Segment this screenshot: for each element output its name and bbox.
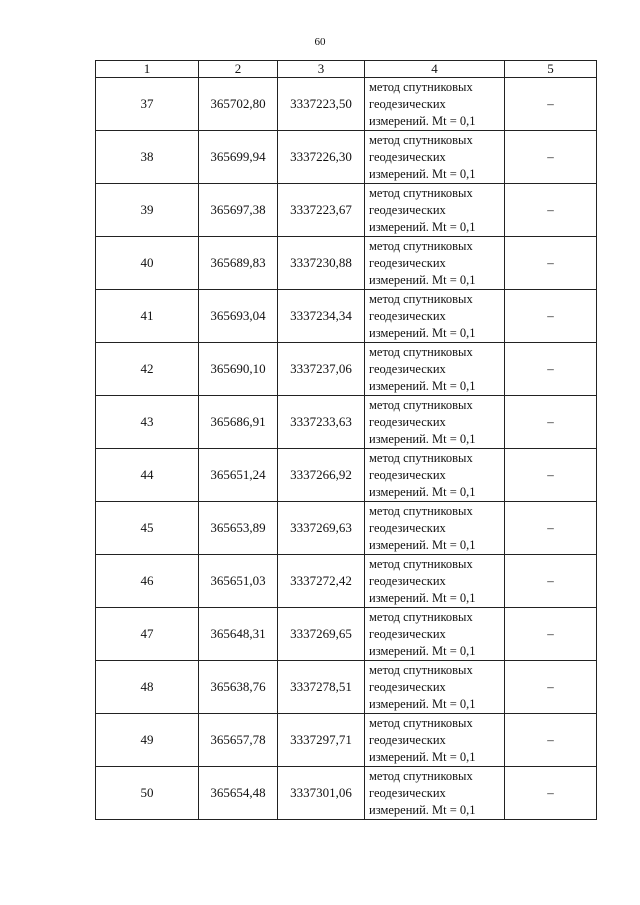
method-cell bbox=[365, 237, 505, 290]
method-text-line: измерений. Mt = 0,1 bbox=[369, 325, 476, 340]
point-number-cell: 48 bbox=[96, 661, 199, 714]
point-number-cell: 37 bbox=[96, 78, 199, 131]
table-body bbox=[96, 78, 597, 820]
y-coordinate-cell: 3337297,71 bbox=[278, 714, 365, 767]
x-coordinate-cell: 365654,48 bbox=[199, 767, 278, 820]
note-cell: – bbox=[505, 343, 597, 396]
method-text-line: геодезических bbox=[369, 308, 446, 323]
method-text-line: измерений. Mt = 0,1 bbox=[369, 113, 476, 128]
x-coordinate-cell: 365657,78 bbox=[199, 714, 278, 767]
point-number-cell: 46 bbox=[96, 555, 199, 608]
method-text-line: геодезических bbox=[369, 96, 446, 111]
table-row bbox=[96, 502, 597, 555]
method-text-line: измерений. Mt = 0,1 bbox=[369, 431, 476, 446]
method-text-line: измерений. Mt = 0,1 bbox=[369, 537, 476, 552]
x-coordinate-cell: 365651,24 bbox=[199, 449, 278, 502]
method-text-line: метод спутниковых bbox=[369, 662, 473, 677]
point-number-cell: 43 bbox=[96, 396, 199, 449]
method-text-line: метод спутниковых bbox=[369, 768, 473, 783]
method-text-line: геодезических bbox=[369, 679, 446, 694]
y-coordinate-cell: 3337223,67 bbox=[278, 184, 365, 237]
method-text-line: метод спутниковых bbox=[369, 132, 473, 147]
method-text-line: геодезических bbox=[369, 520, 446, 535]
method-text-line: метод спутниковых bbox=[369, 450, 473, 465]
method-text-line: метод спутниковых bbox=[369, 291, 473, 306]
column-header-5: 5 bbox=[505, 61, 597, 78]
note-cell: – bbox=[505, 131, 597, 184]
method-text-line: геодезических bbox=[369, 573, 446, 588]
note-cell: – bbox=[505, 396, 597, 449]
column-header-1: 1 bbox=[96, 61, 199, 78]
method-text-line: измерений. Mt = 0,1 bbox=[369, 484, 476, 499]
method-cell bbox=[365, 343, 505, 396]
method-text-line: геодезических bbox=[369, 414, 446, 429]
method-text-line: измерений. Mt = 0,1 bbox=[369, 590, 476, 605]
method-cell bbox=[365, 661, 505, 714]
x-coordinate-cell: 365653,89 bbox=[199, 502, 278, 555]
point-number-cell: 47 bbox=[96, 608, 199, 661]
note-cell: – bbox=[505, 237, 597, 290]
method-cell bbox=[365, 78, 505, 131]
method-cell bbox=[365, 449, 505, 502]
y-coordinate-cell: 3337301,06 bbox=[278, 767, 365, 820]
column-header-4: 4 bbox=[365, 61, 505, 78]
y-coordinate-cell: 3337266,92 bbox=[278, 449, 365, 502]
y-coordinate-cell: 3337272,42 bbox=[278, 555, 365, 608]
x-coordinate-cell: 365638,76 bbox=[199, 661, 278, 714]
y-coordinate-cell: 3337233,63 bbox=[278, 396, 365, 449]
note-cell: – bbox=[505, 449, 597, 502]
x-coordinate-cell: 365697,38 bbox=[199, 184, 278, 237]
note-cell: – bbox=[505, 502, 597, 555]
note-cell: – bbox=[505, 714, 597, 767]
y-coordinate-cell: 3337230,88 bbox=[278, 237, 365, 290]
method-text-line: метод спутниковых bbox=[369, 715, 473, 730]
method-text-line: метод спутниковых bbox=[369, 344, 473, 359]
method-text-line: метод спутниковых bbox=[369, 609, 473, 624]
method-text-line: метод спутниковых bbox=[369, 556, 473, 571]
y-coordinate-cell: 3337237,06 bbox=[278, 343, 365, 396]
method-text-line: измерений. Mt = 0,1 bbox=[369, 272, 476, 287]
method-text-line: геодезических bbox=[369, 361, 446, 376]
method-text-line: геодезических bbox=[369, 785, 446, 800]
table-row bbox=[96, 449, 597, 502]
x-coordinate-cell: 365689,83 bbox=[199, 237, 278, 290]
method-text-line: геодезических bbox=[369, 149, 446, 164]
method-cell bbox=[365, 767, 505, 820]
point-number-cell: 42 bbox=[96, 343, 199, 396]
x-coordinate-cell: 365651,03 bbox=[199, 555, 278, 608]
method-cell bbox=[365, 714, 505, 767]
point-number-cell: 45 bbox=[96, 502, 199, 555]
method-text-line: метод спутниковых bbox=[369, 185, 473, 200]
method-text-line: измерений. Mt = 0,1 bbox=[369, 166, 476, 181]
table-row bbox=[96, 396, 597, 449]
note-cell: – bbox=[505, 78, 597, 131]
method-cell bbox=[365, 608, 505, 661]
note-cell: – bbox=[505, 290, 597, 343]
column-header-2: 2 bbox=[199, 61, 278, 78]
y-coordinate-cell: 3337269,63 bbox=[278, 502, 365, 555]
table-row bbox=[96, 661, 597, 714]
note-cell: – bbox=[505, 184, 597, 237]
x-coordinate-cell: 365686,91 bbox=[199, 396, 278, 449]
point-number-cell: 49 bbox=[96, 714, 199, 767]
table-row bbox=[96, 343, 597, 396]
y-coordinate-cell: 3337226,30 bbox=[278, 131, 365, 184]
method-text-line: метод спутниковых bbox=[369, 79, 473, 94]
method-cell bbox=[365, 396, 505, 449]
method-cell bbox=[365, 184, 505, 237]
method-text-line: измерений. Mt = 0,1 bbox=[369, 802, 476, 817]
point-number-cell: 39 bbox=[96, 184, 199, 237]
point-number-cell: 38 bbox=[96, 131, 199, 184]
point-number-cell: 41 bbox=[96, 290, 199, 343]
table-row bbox=[96, 290, 597, 343]
method-text-line: геодезических bbox=[369, 255, 446, 270]
table-row bbox=[96, 237, 597, 290]
x-coordinate-cell: 365702,80 bbox=[199, 78, 278, 131]
coordinates-table bbox=[95, 60, 597, 820]
note-cell: – bbox=[505, 661, 597, 714]
method-text-line: измерений. Mt = 0,1 bbox=[369, 643, 476, 658]
y-coordinate-cell: 3337269,65 bbox=[278, 608, 365, 661]
point-number-cell: 40 bbox=[96, 237, 199, 290]
table-row bbox=[96, 78, 597, 131]
page-number: 60 bbox=[314, 36, 326, 48]
table-row bbox=[96, 131, 597, 184]
table-header bbox=[96, 61, 597, 78]
point-number-cell: 44 bbox=[96, 449, 199, 502]
x-coordinate-cell: 365699,94 bbox=[199, 131, 278, 184]
y-coordinate-cell: 3337234,34 bbox=[278, 290, 365, 343]
x-coordinate-cell: 365648,31 bbox=[199, 608, 278, 661]
note-cell: – bbox=[505, 767, 597, 820]
table-row bbox=[96, 767, 597, 820]
table-row bbox=[96, 555, 597, 608]
table-row bbox=[96, 608, 597, 661]
method-text-line: геодезических bbox=[369, 626, 446, 641]
method-text-line: метод спутниковых bbox=[369, 397, 473, 412]
method-text-line: метод спутниковых bbox=[369, 503, 473, 518]
x-coordinate-cell: 365690,10 bbox=[199, 343, 278, 396]
y-coordinate-cell: 3337278,51 bbox=[278, 661, 365, 714]
method-text-line: измерений. Mt = 0,1 bbox=[369, 219, 476, 234]
method-text-line: измерений. Mt = 0,1 bbox=[369, 749, 476, 764]
column-header-3: 3 bbox=[278, 61, 365, 78]
table-row bbox=[96, 184, 597, 237]
method-text-line: измерений. Mt = 0,1 bbox=[369, 378, 476, 393]
method-cell bbox=[365, 502, 505, 555]
method-text-line: измерений. Mt = 0,1 bbox=[369, 696, 476, 711]
method-cell bbox=[365, 131, 505, 184]
table-row bbox=[96, 714, 597, 767]
method-text-line: геодезических bbox=[369, 202, 446, 217]
method-text-line: метод спутниковых bbox=[369, 238, 473, 253]
note-cell: – bbox=[505, 608, 597, 661]
note-cell: – bbox=[505, 555, 597, 608]
method-text-line: геодезических bbox=[369, 732, 446, 747]
method-cell bbox=[365, 555, 505, 608]
header-row bbox=[96, 61, 597, 78]
x-coordinate-cell: 365693,04 bbox=[199, 290, 278, 343]
point-number-cell: 50 bbox=[96, 767, 199, 820]
method-text-line: геодезических bbox=[369, 467, 446, 482]
method-cell bbox=[365, 290, 505, 343]
y-coordinate-cell: 3337223,50 bbox=[278, 78, 365, 131]
